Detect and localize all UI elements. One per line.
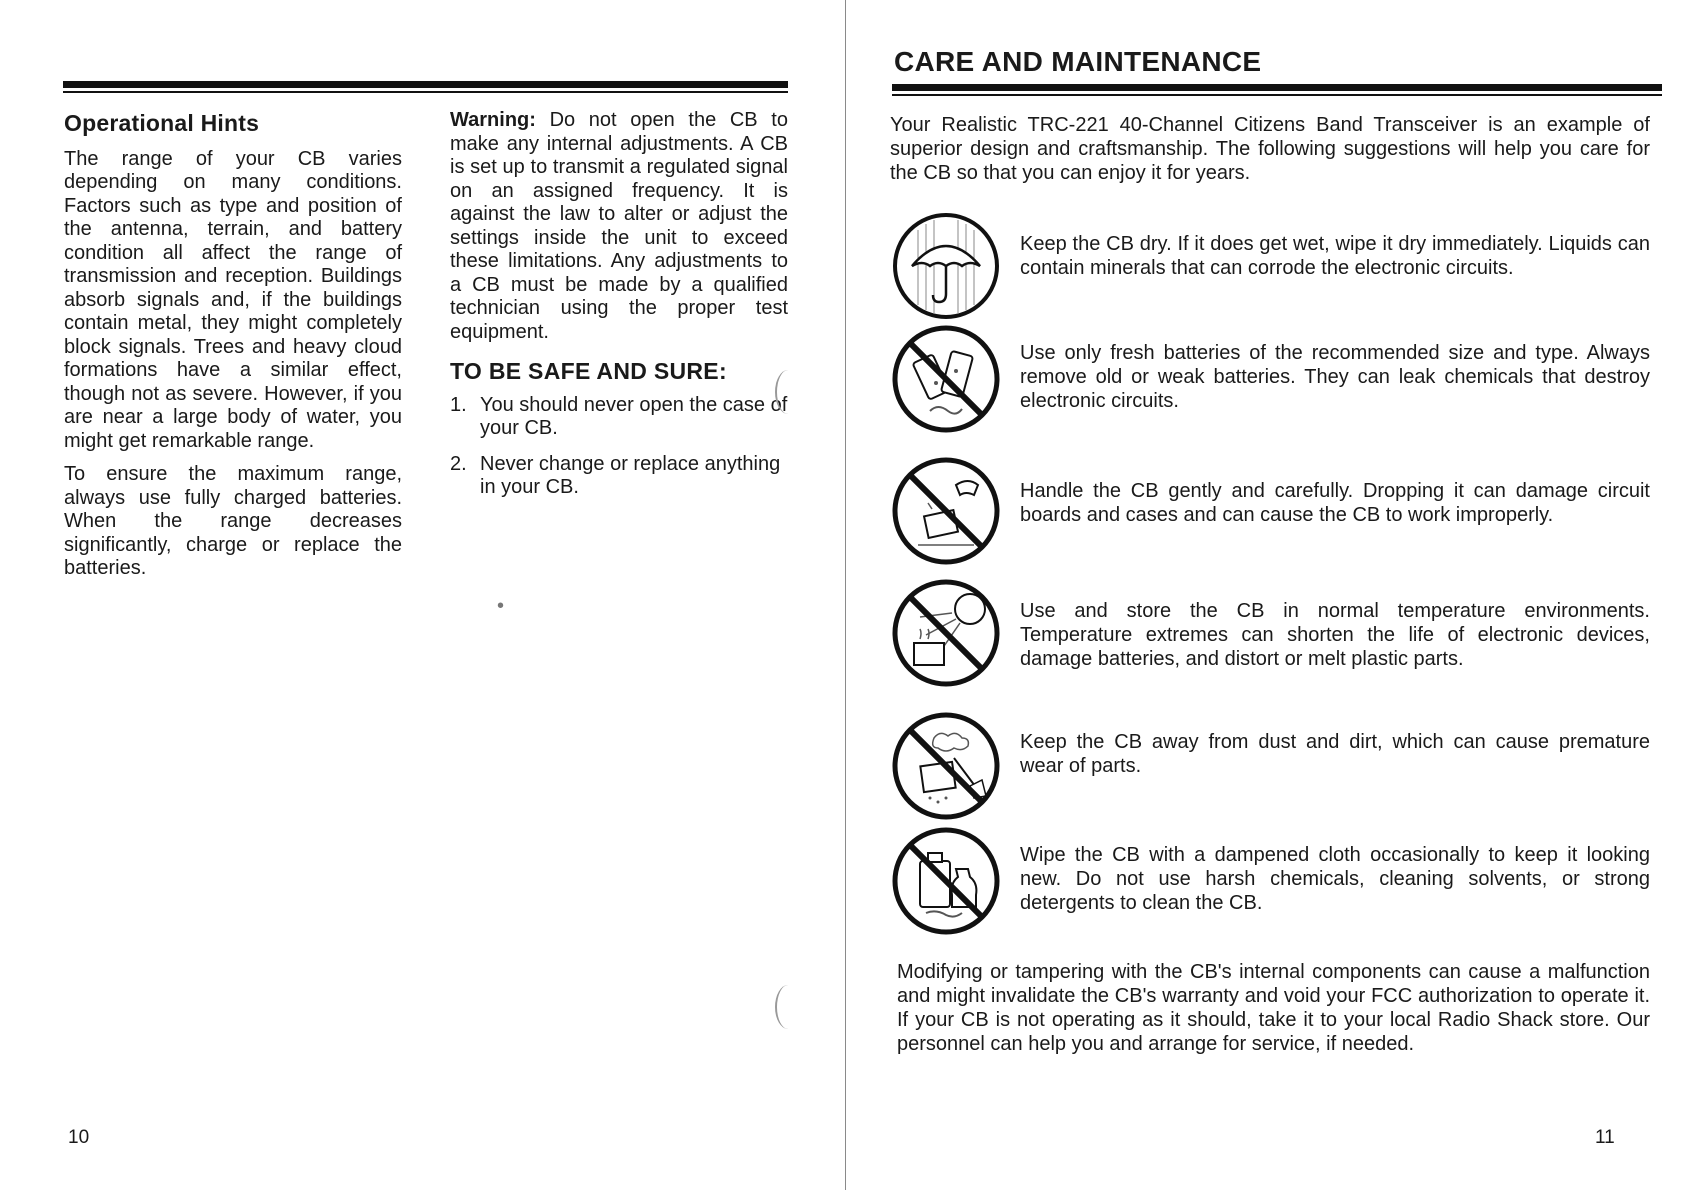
warning-label: Warning: — [450, 109, 536, 131]
page-number-right: 11 — [1595, 1127, 1615, 1148]
tip-text: Keep the CB away from dust and dirt, which can cause premature wear of parts. — [1020, 731, 1650, 777]
warning-text: Do not open the CB to make any internal adjustments. A CB is set up to transmit a regulated signal on an assigned frequency. It is against the law to alter or adjust the settings inside the unit to exceed these limitations. Any adjustments to a CB must be made by a qualified technician using the proper test equipment. — [450, 109, 788, 343]
care-tip — [890, 455, 1650, 565]
warning-column — [450, 109, 788, 512]
no-harsh-chemicals-icon — [890, 825, 1002, 937]
hints-paragraph-2: To ensure the maximum range, always use fully charged batteries. When the range decreases significantly, charge or replace the batteries. — [64, 463, 402, 579]
scan-speck: • — [497, 595, 505, 617]
tip-text: Use only fresh batteries of the recommended size and type. Always remove old or weak batteries. They can leak chemicals that destroy electronic circuits. — [1020, 342, 1650, 412]
title-rule-thin — [892, 94, 1662, 96]
hints-column — [64, 112, 402, 591]
page-title: CARE AND MAINTENANCE — [894, 46, 1262, 77]
care-tip — [890, 577, 1650, 687]
hints-paragraph-1: The range of your CB varies depending on many conditions. Factors such as type and position of the antenna, terrain, and battery condition all affect the range of transmission and reception. Buildings absorb signals and, if the buildings contain metal, they might completely block signals. Trees and heavy cloud formations have a similar effect, though not as severe. However, if you are near a large body of water, you might get remarkable range. — [64, 147, 402, 452]
header-rule — [63, 81, 788, 88]
page-number-left: 10 — [68, 1127, 90, 1148]
care-tip — [890, 825, 1650, 935]
binder-punch-mark — [775, 370, 801, 414]
right-page — [845, 0, 1682, 1190]
tip-text: Handle the CB gently and carefully. Dropping it can damage circuit boards and cases and can cause the CB to work improperly. — [1020, 480, 1650, 526]
no-heat-icon — [890, 577, 1002, 689]
safe-heading: TO BE SAFE AND SURE: — [450, 358, 727, 384]
list-item-text: Never change or replace anything in your CB. — [480, 452, 781, 498]
tip-text: Keep the CB dry. If it does get wet, wipe it dry immediately. Liquids can contain minerals that can corrode the electronic circuits. — [1020, 233, 1650, 279]
list-item — [450, 453, 788, 500]
closing-paragraph: Modifying or tampering with the CB's internal components can cause a malfunction and might invalidate the CB's warranty and void your FCC authorization to operate it. If your CB is not operating as it should, take it to your local Radio Shack store. Our personnel can help you and arrange for service, if needed. — [897, 961, 1650, 1055]
intro-paragraph: Your Realistic TRC-221 40-Channel Citizens Band Transceiver is an example of superior design and craftsmanship. The following suggestions will help you care for the CB so that you can enjoy it for years. — [890, 114, 1650, 184]
hints-heading: Operational Hints — [64, 110, 260, 136]
no-dust-icon — [890, 710, 1002, 822]
tip-text: Wipe the CB with a dampened cloth occasionally to keep it looking new. Do not use harsh chemicals, cleaning solvents, or strong detergents to clean the CB. — [1020, 844, 1650, 914]
warning-paragraph — [450, 109, 788, 344]
safe-list — [450, 394, 788, 500]
no-old-batteries-icon — [890, 323, 1002, 435]
binder-punch-mark — [775, 985, 801, 1029]
care-tip — [890, 323, 1650, 433]
header-rule-thin — [63, 91, 788, 93]
list-item-number: 1. — [450, 393, 467, 416]
list-item-text: You should never open the case of your CB. — [480, 393, 788, 439]
tip-text: Use and store the CB in normal temperature environments. Temperature extremes can shorten the life of electronic devices, damage batteries, and distort or melt plastic parts. — [1020, 600, 1650, 670]
title-rule — [892, 84, 1662, 91]
umbrella-icon — [890, 210, 1002, 322]
care-tip — [890, 210, 1650, 320]
list-item — [450, 394, 788, 441]
care-tip — [890, 710, 1650, 820]
no-dropping-icon — [890, 455, 1002, 567]
list-item-number: 2. — [450, 452, 467, 475]
